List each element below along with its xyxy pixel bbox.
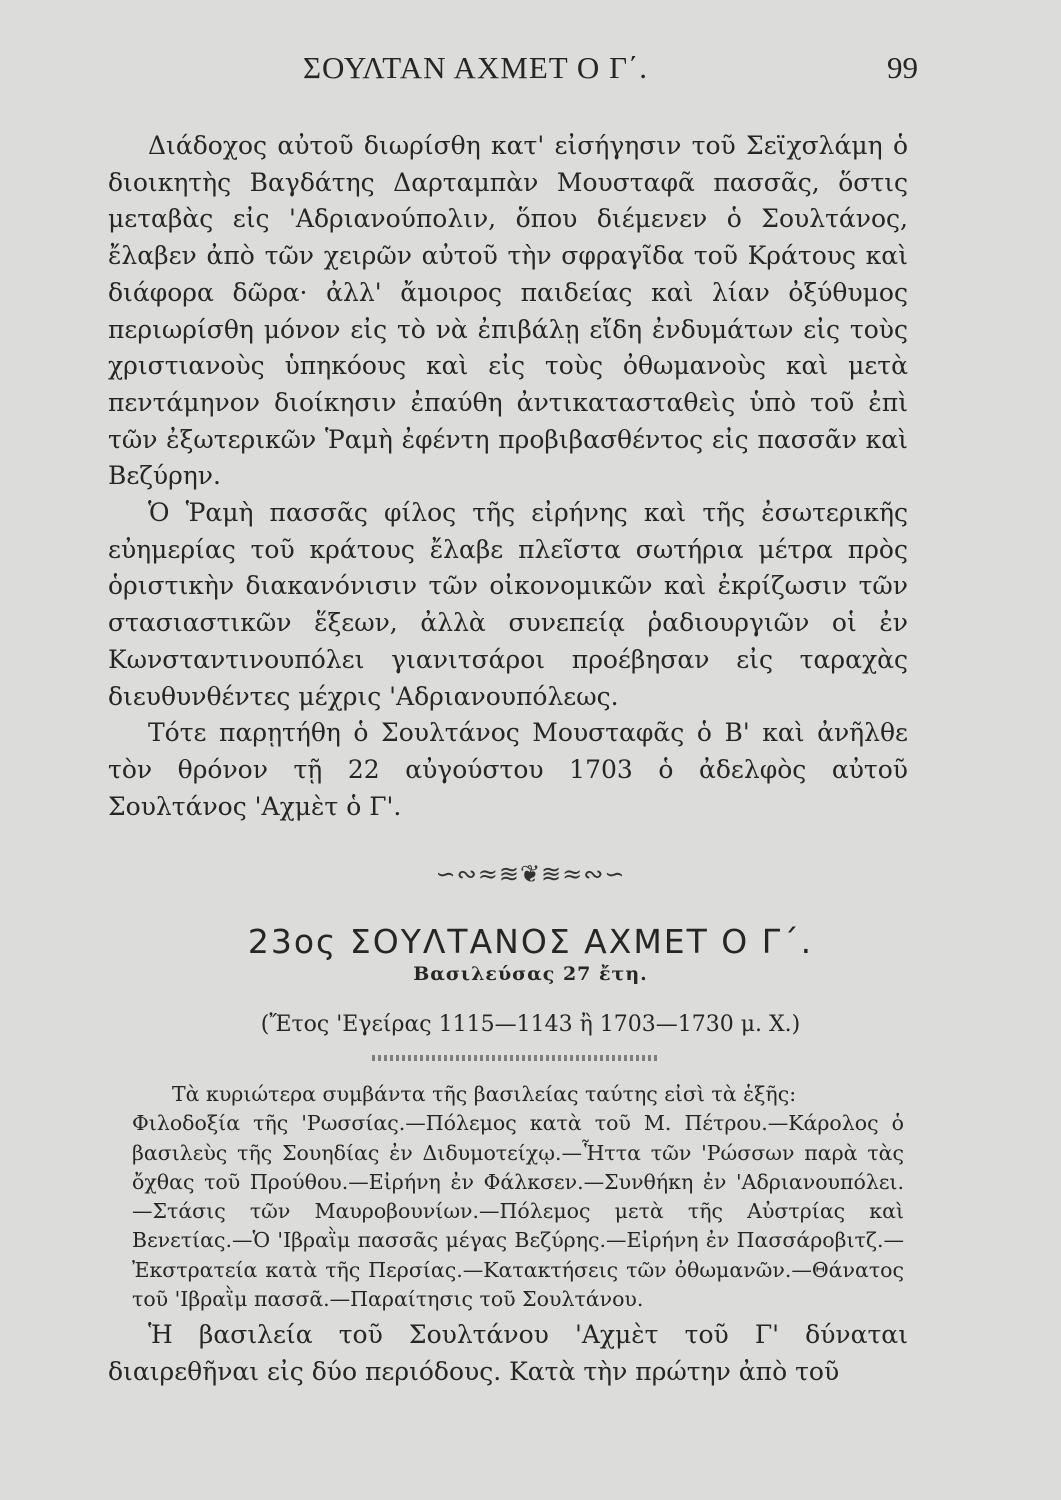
reign-duration: Βασιλεύσας 27 ἔτη. <box>413 963 648 985</box>
running-head <box>108 50 918 90</box>
ornament-divider: ∽∾≈≋❦≋≈∾∽ <box>435 860 626 888</box>
paragraph-succession: Τότε παρῃτήθη ὁ Σουλτάνος Μουσταφᾶς ὁ Β' καὶ ἀνῆλθε τὸν θρόνον τῇ 22 αὐγούστου 1703 ὁ ἀδελφὸς αὐτοῦ Σουλτάνος 'Αχμὲτ ὁ Γ'. <box>108 718 908 821</box>
wavy-rule <box>372 1055 657 1061</box>
page-number: 99 <box>887 50 918 85</box>
summary-items: Φιλοδοξία τῆς 'Ρωσσίας.—Πόλεμος κατὰ τοῦ Μ. Πέτρου.—Κάρολος ὁ βασιλεὺς τῆς Σουηδίας ἐν Διδυμοτείχῳ.—Ἧττα τῶν 'Ρώσσων παρὰ τὰς ὄχθας τοῦ Προύθου.—Εἰρήνη ἐν Φάλκσεν.—Συνθήκη ἐν 'Αδριανουπόλει.—Στάσις τῶν Μαυροβουνίων.—Πόλεμος μετὰ τῆς Αὐστρίας καὶ Βενετίας.—Ὁ 'Ιβραῒμ πασσᾶς μέγας Βεζύρης.—Εἰρήνη ἐν Πασσάροβιτζ.—Ἐκστρατεία κατὰ τῆς Περσίας.—Κατακτήσεις τῶν ὀθωμανῶν.—Θάνατος τοῦ 'Ιβραῒμ πασσᾶ.—Παραίτησις τοῦ Σουλτάνου. <box>132 1111 904 1312</box>
running-title: ΣΟΥΛΤΑΝ ΑΧΜΕΤ Ο Γ΄. <box>303 50 649 85</box>
summary-intro: Τὰ κυριώτερα συμβάντα τῆς βασιλείας ταύτης εἰσὶ τὰ ἑξῆς: <box>172 1082 797 1106</box>
paragraph-rami-pasha: Ὁ Ῥαμὴ πασσᾶς φίλος τῆς εἰρήνης καὶ τῆς ἐσωτερικῆς εὐημερίας τοῦ κράτους ἔλαβε πλεῖστα σωτήρια μέτρα πρὸς ὁριστικὴν διακανόνισιν τῶν οἰκονομικῶν καὶ ἐκρίζωσιν τῶν στασιαστικῶν ἕξεων, ἀλλὰ συνεπείᾳ ῥαδιουργιῶν οἱ ἐν Κωνσταντινουπόλει γιανιτσάροι προέβησαν εἰς ταραχὰς διευθυνθέντες μέχρις 'Αδριανουπόλεως. <box>108 498 908 711</box>
chapter-summary <box>132 1080 904 1314</box>
body-text <box>108 128 908 825</box>
closing-paragraph: Ἡ βασιλεία τοῦ Σουλτάνου 'Αχμὲτ τοῦ Γ' δύναται διαιρεθῆναι εἰς δύο περιόδους. Κατὰ τὴν πρώτην ἀπὸ τοῦ <box>108 1320 908 1386</box>
chapter-heading: 23ος ΣΟΥΛΤΑΝΟΣ ΑΧΜΕΤ Ο Γ΄. <box>247 922 814 961</box>
closing-text <box>108 1316 908 1390</box>
reign-dates: (Ἔτος 'Εγείρας 1115—1143 ἢ 1703—1730 μ. Χ.) <box>260 1012 801 1037</box>
paragraph-grand-vizier: Διάδοχος αὐτοῦ διωρίσθη κατ' εἰσήγησιν τοῦ Σεϊχσλάμη ὁ διοικητὴς Βαγδάτης Δαρταμπὰν Μουσταφᾶ πασσᾶς, ὅστις μεταβὰς εἰς 'Αδριανούπολιν, ὅπου διέμενεν ὁ Σουλτάνος, ἔλαβεν ἀπὸ τῶν χειρῶν αὐτοῦ τὴν σφραγῖδα τοῦ Κράτους καὶ διάφορα δῶρα· ἀλλ' ἄμοιρος παιδείας καὶ λίαν ὀξύθυμος περιωρίσθη μόνον εἰς τὸ νὰ ἐπιβάλῃ εἴδη ἐνδυμάτων εἰς τοὺς χριστιανοὺς ὑπηκόους καὶ εἰς τοὺς ὀθωμανοὺς καὶ μετὰ πεντάμηνον διοίκησιν ἐπαύθη ἀντικατασταθεὶς ὑπὸ τοῦ ἐπὶ τῶν ἐξωτερικῶν Ῥαμὴ ἐφέντη προβιβασθέντος εἰς πασσᾶν καὶ Βεζύρην. <box>108 131 908 491</box>
